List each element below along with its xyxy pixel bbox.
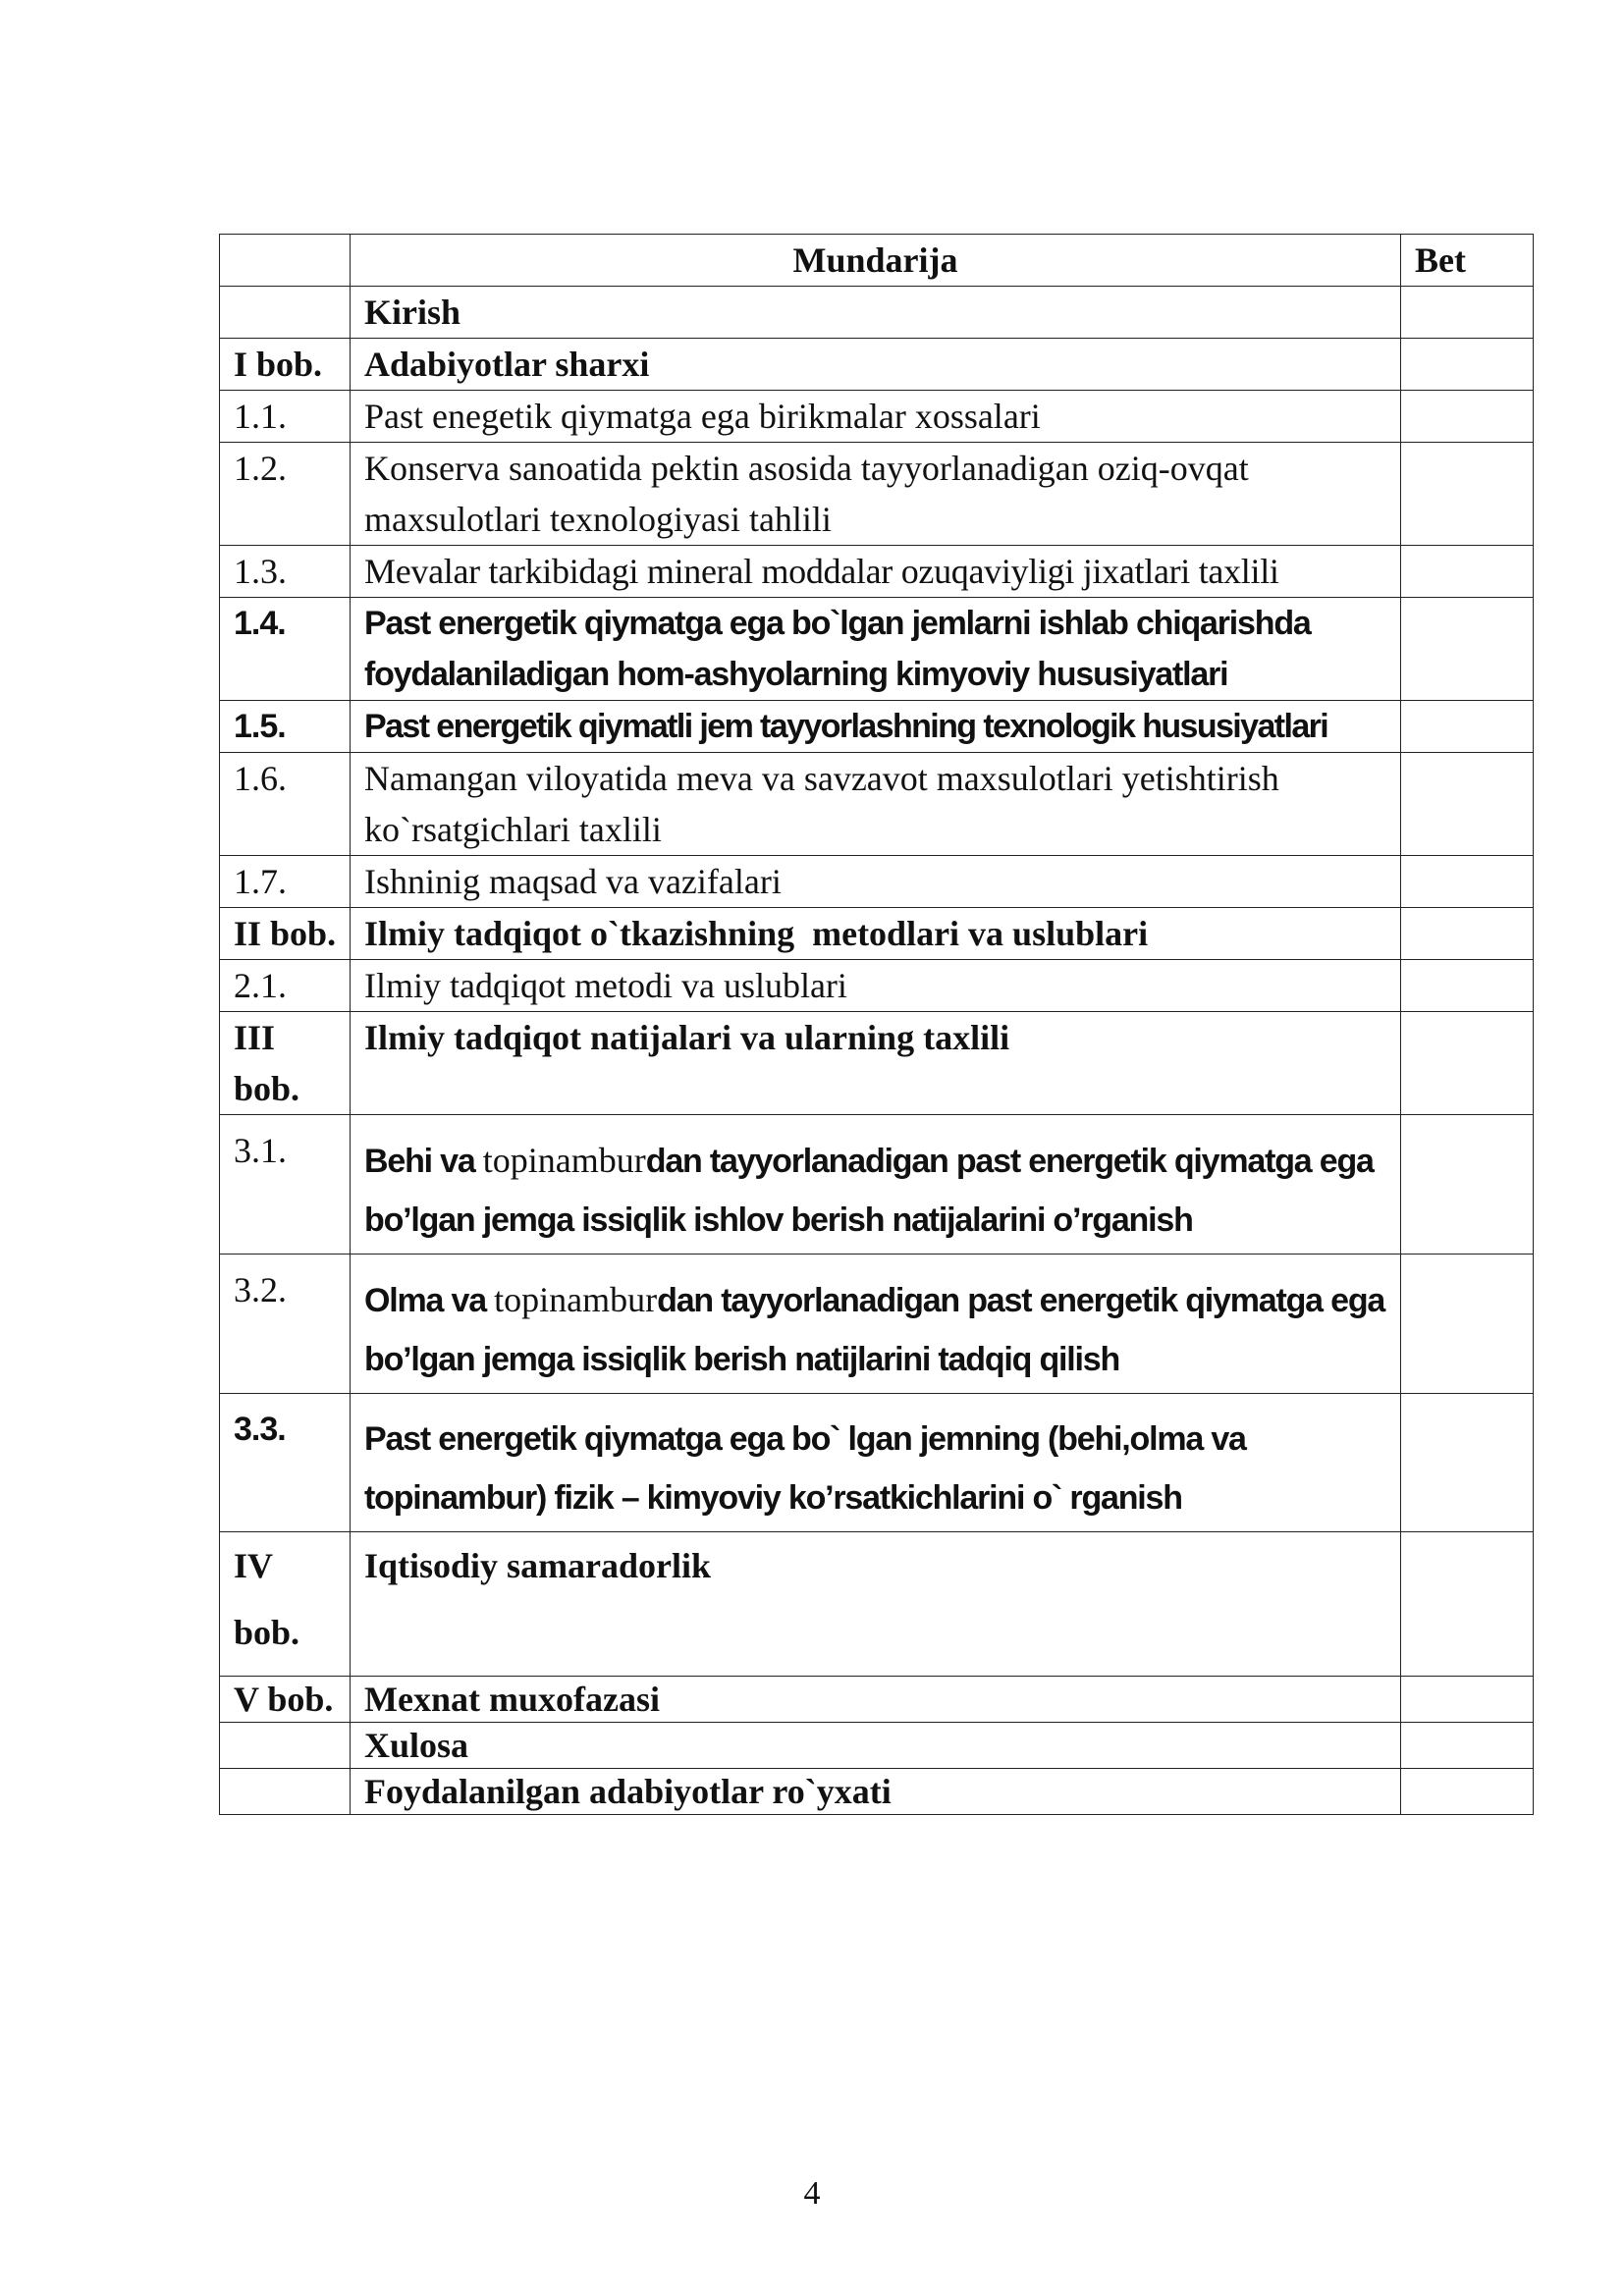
row-number: III bob.: [220, 1012, 351, 1115]
row-title: Namangan viloyatida meva va savzavot maxsulotlari yetishtirish ko`rsatgichlari taxlili: [351, 753, 1401, 856]
row-title: Ilmiy tadqiqot metodi va uslublari: [351, 960, 1401, 1012]
row-page: [1401, 546, 1534, 598]
row-page: [1401, 1012, 1534, 1115]
row-number: II bob.: [220, 908, 351, 960]
row-page: [1401, 1677, 1534, 1723]
toc-row: [220, 443, 1534, 546]
table-of-contents: [219, 234, 1534, 1815]
row-title: Past energetik qiymatga ega bo` lgan jemning (behi,olma va topinambur) fizik – kimyoviy ko’rsatkichlarini o` rganish: [351, 1394, 1401, 1532]
toc-row: [220, 908, 1534, 960]
row-title: Ishninig maqsad va vazifalari: [351, 856, 1401, 908]
page-number: 4: [803, 2175, 821, 2212]
toc-row: [220, 1677, 1534, 1723]
row-page: [1401, 908, 1534, 960]
row-title: Kirish: [351, 287, 1401, 339]
header-page-cell: Bet: [1401, 235, 1534, 287]
row-title: Ilmiy tadqiqot natijalari va ularning taxlili: [351, 1012, 1401, 1115]
toc-row: [220, 1532, 1534, 1677]
row-page: [1401, 701, 1534, 753]
toc-row: [220, 1012, 1534, 1115]
row-title: Mexnat muxofazasi: [351, 1677, 1401, 1723]
row-number: 1.2.: [220, 443, 351, 546]
row-page: [1401, 1723, 1534, 1769]
row-page: [1401, 856, 1534, 908]
row-number: 1.3.: [220, 546, 351, 598]
row-page: [1401, 960, 1534, 1012]
row-title: Ilmiy tadqiqot o`tkazishning metodlari va uslublari: [351, 908, 1401, 960]
toc-row: [220, 701, 1534, 753]
row-number: 1.6.: [220, 753, 351, 856]
toc-row: [220, 753, 1534, 856]
toc-row: [220, 1255, 1534, 1394]
row-title-part: topinambur: [494, 1280, 658, 1319]
toc-row: [220, 287, 1534, 339]
row-number: 3.3.: [220, 1394, 351, 1532]
toc-row: [220, 546, 1534, 598]
row-title-part: Behi va: [364, 1143, 483, 1180]
toc-row: [220, 960, 1534, 1012]
toc-header-row: [220, 235, 1534, 287]
row-page: [1401, 391, 1534, 443]
row-number: [220, 1769, 351, 1815]
row-title-part: Olma va: [364, 1282, 495, 1319]
toc-row: [220, 598, 1534, 701]
row-page: [1401, 1769, 1534, 1815]
row-title: Mevalar tarkibidagi mineral moddalar ozuqaviyligi jixatlari taxlili: [351, 546, 1401, 598]
row-number: IV bob.: [220, 1532, 351, 1677]
row-title: Konserva sanoatida pektin asosida tayyorlanadigan oziq-ovqat maxsulotlari texnologiyasi tahlili: [351, 443, 1401, 546]
row-title-part: dan tayyorlanadigan past energetik qiymatga ega bo’lgan jemga issiqlik ishlov berish natijalarini o’rganish: [364, 1143, 1374, 1239]
row-title: Past energetik qiymatli jem tayyorlashning texnologik hususiyatlari: [351, 701, 1401, 753]
row-title: Iqtisodiy samaradorlik: [351, 1532, 1401, 1677]
row-title: [351, 1255, 1401, 1394]
row-number: 2.1.: [220, 960, 351, 1012]
row-title: Past enegetik qiymatga ega birikmalar xossalari: [351, 391, 1401, 443]
toc-row: [220, 1723, 1534, 1769]
row-title: Xulosa: [351, 1723, 1401, 1769]
row-title-part: topinambur: [482, 1141, 646, 1180]
row-page: [1401, 1255, 1534, 1394]
row-number: 3.2.: [220, 1255, 351, 1394]
row-number: 1.1.: [220, 391, 351, 443]
row-number: V bob.: [220, 1677, 351, 1723]
row-number: 3.1.: [220, 1115, 351, 1255]
row-page: [1401, 339, 1534, 391]
header-title-cell: Mundarija: [351, 235, 1401, 287]
header-number-cell: [220, 235, 351, 287]
toc-row: [220, 1769, 1534, 1815]
row-title: Past energetik qiymatga ega bo`lgan jemlarni ishlab chiqarishda foydalaniladigan hom-ashyolarning kimyoviy hususiyatlari: [351, 598, 1401, 701]
row-number: 1.7.: [220, 856, 351, 908]
toc-row: [220, 1394, 1534, 1532]
toc-row: [220, 391, 1534, 443]
row-title: [351, 1115, 1401, 1255]
row-title-part: dan tayyorlanadigan past energetik qiymatga ega bo’lgan jemga issiqlik berish natijlarini tadqiq qilish: [364, 1282, 1385, 1378]
row-number: I bob.: [220, 339, 351, 391]
row-page: [1401, 598, 1534, 701]
row-number: [220, 1723, 351, 1769]
row-page: [1401, 753, 1534, 856]
row-page: [1401, 443, 1534, 546]
row-title: Adabiyotlar sharxi: [351, 339, 1401, 391]
row-number: 1.5.: [220, 701, 351, 753]
row-number: [220, 287, 351, 339]
row-page: [1401, 1115, 1534, 1255]
toc-row: [220, 856, 1534, 908]
toc-row: [220, 339, 1534, 391]
toc-row: [220, 1115, 1534, 1255]
row-title: Foydalanilgan adabiyotlar ro`yxati: [351, 1769, 1401, 1815]
row-number: 1.4.: [220, 598, 351, 701]
row-page: [1401, 1532, 1534, 1677]
row-page: [1401, 1394, 1534, 1532]
row-page: [1401, 287, 1534, 339]
